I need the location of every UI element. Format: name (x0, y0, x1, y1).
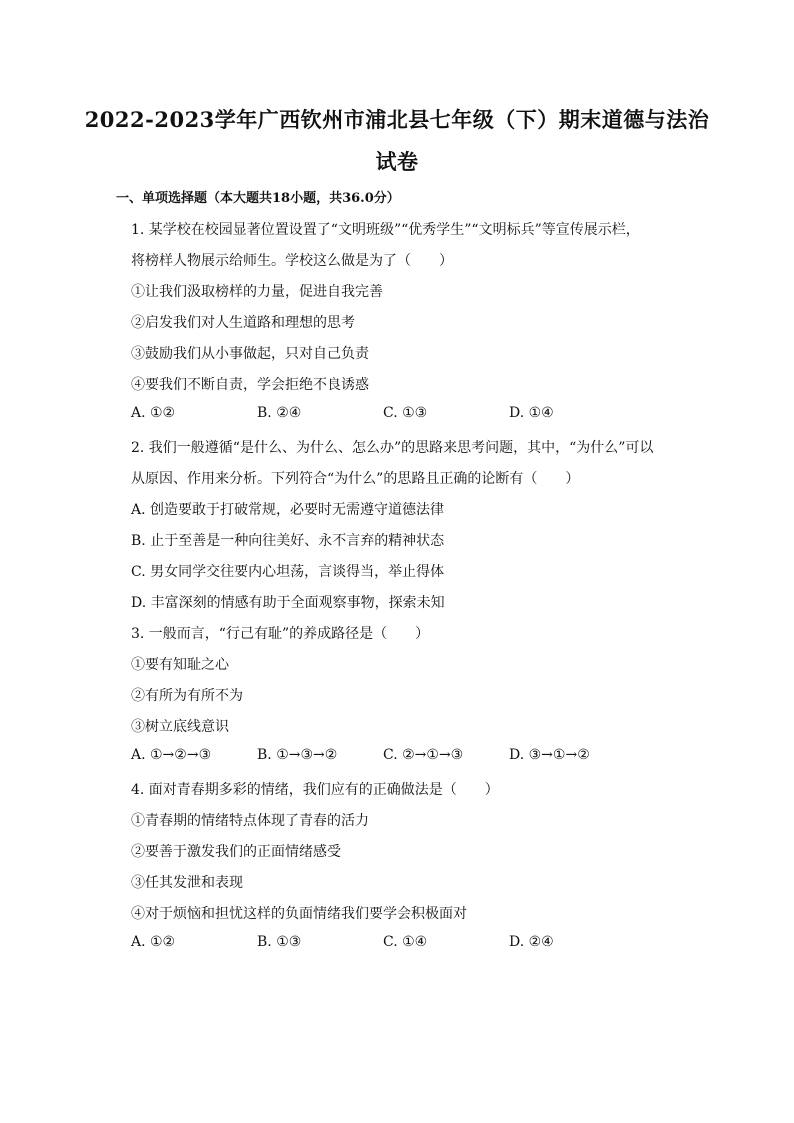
answer-option-a: A. ①② (131, 934, 176, 950)
answer-option-c: C. 男女同学交往要内心坦荡，言谈得当，举止得体 (131, 564, 445, 580)
answer-option-d: D. ①④ (509, 405, 554, 421)
question-item: ①要有知耻之心 (131, 657, 229, 673)
question-stem-line: 1. 某学校在校园显著位置设置了“文明班级”“优秀学生”“文明标兵”等宣传展示栏， (131, 222, 640, 238)
answer-option-c: C. ②→①→③ (383, 747, 464, 763)
question-stem-line: 从原因、作用来分析。下列符合“为什么”的思路且正确的论断有（ ） (131, 471, 580, 487)
question-stem-line: 将榜样人物展示给师生。学校这么做是为了（ ） (131, 253, 453, 269)
question-item: ②启发我们对人生道路和理想的思考 (131, 315, 355, 331)
question-item: ③鼓励我们从小事做起，只对自己负责 (131, 346, 369, 362)
answer-option-d: D. ③→①→② (509, 747, 590, 763)
question-item: ③树立底线意识 (131, 719, 229, 735)
question-item: ②要善于激发我们的正面情绪感受 (131, 844, 341, 860)
answer-option-b: B. ①③ (257, 934, 302, 950)
question-stem-line: 2. 我们一般遵循“是什么、为什么、怎么办”的思路来思考问题，其中，“为什么”可以 (131, 440, 654, 456)
question-item: ①青春期的情绪特点体现了青春的活力 (131, 813, 369, 829)
question-item: ①让我们汲取榜样的力量，促进自我完善 (131, 284, 383, 300)
answer-option-c: C. ①④ (383, 934, 428, 950)
answer-option-b: B. 止于至善是一种向往美好、永不言弃的精神状态 (131, 533, 445, 549)
section-header: 一、单项选择题（本大题共18小题，共36.0分） (116, 191, 400, 206)
answer-option-b: B. ②④ (257, 405, 302, 421)
question-item: ④要我们不断自责，学会拒绝不良诱惑 (131, 377, 369, 393)
answer-option-d: D. ②④ (509, 934, 554, 950)
question-stem-line: 3. 一般而言，“行己有耻”的养成路径是（ ） (131, 626, 430, 642)
question-stem-line: 4. 面对青春期多彩的情绪，我们应有的正确做法是（ ） (131, 782, 499, 798)
exam-title-line2: 试卷 (375, 149, 419, 174)
exam-title-line1: 2022-2023学年广西钦州市浦北县七年级（下）期末道德与法治 (84, 107, 710, 132)
question-item: ③任其发泄和表现 (131, 875, 243, 891)
question-item: ②有所为有所不为 (131, 688, 243, 704)
answer-option-c: C. ①③ (383, 405, 428, 421)
answer-option-a: A. ①② (131, 405, 176, 421)
question-item: ④对于烦恼和担忧这样的负面情绪我们要学会积极面对 (131, 906, 467, 922)
answer-option-a: A. 创造要敢于打破常规，必要时无需遵守道德法律 (131, 502, 445, 518)
answer-option-d: D. 丰富深刻的情感有助于全面观察事物，探索未知 (131, 595, 445, 611)
answer-option-a: A. ①→②→③ (131, 747, 212, 763)
answer-option-b: B. ①→③→② (257, 747, 338, 763)
